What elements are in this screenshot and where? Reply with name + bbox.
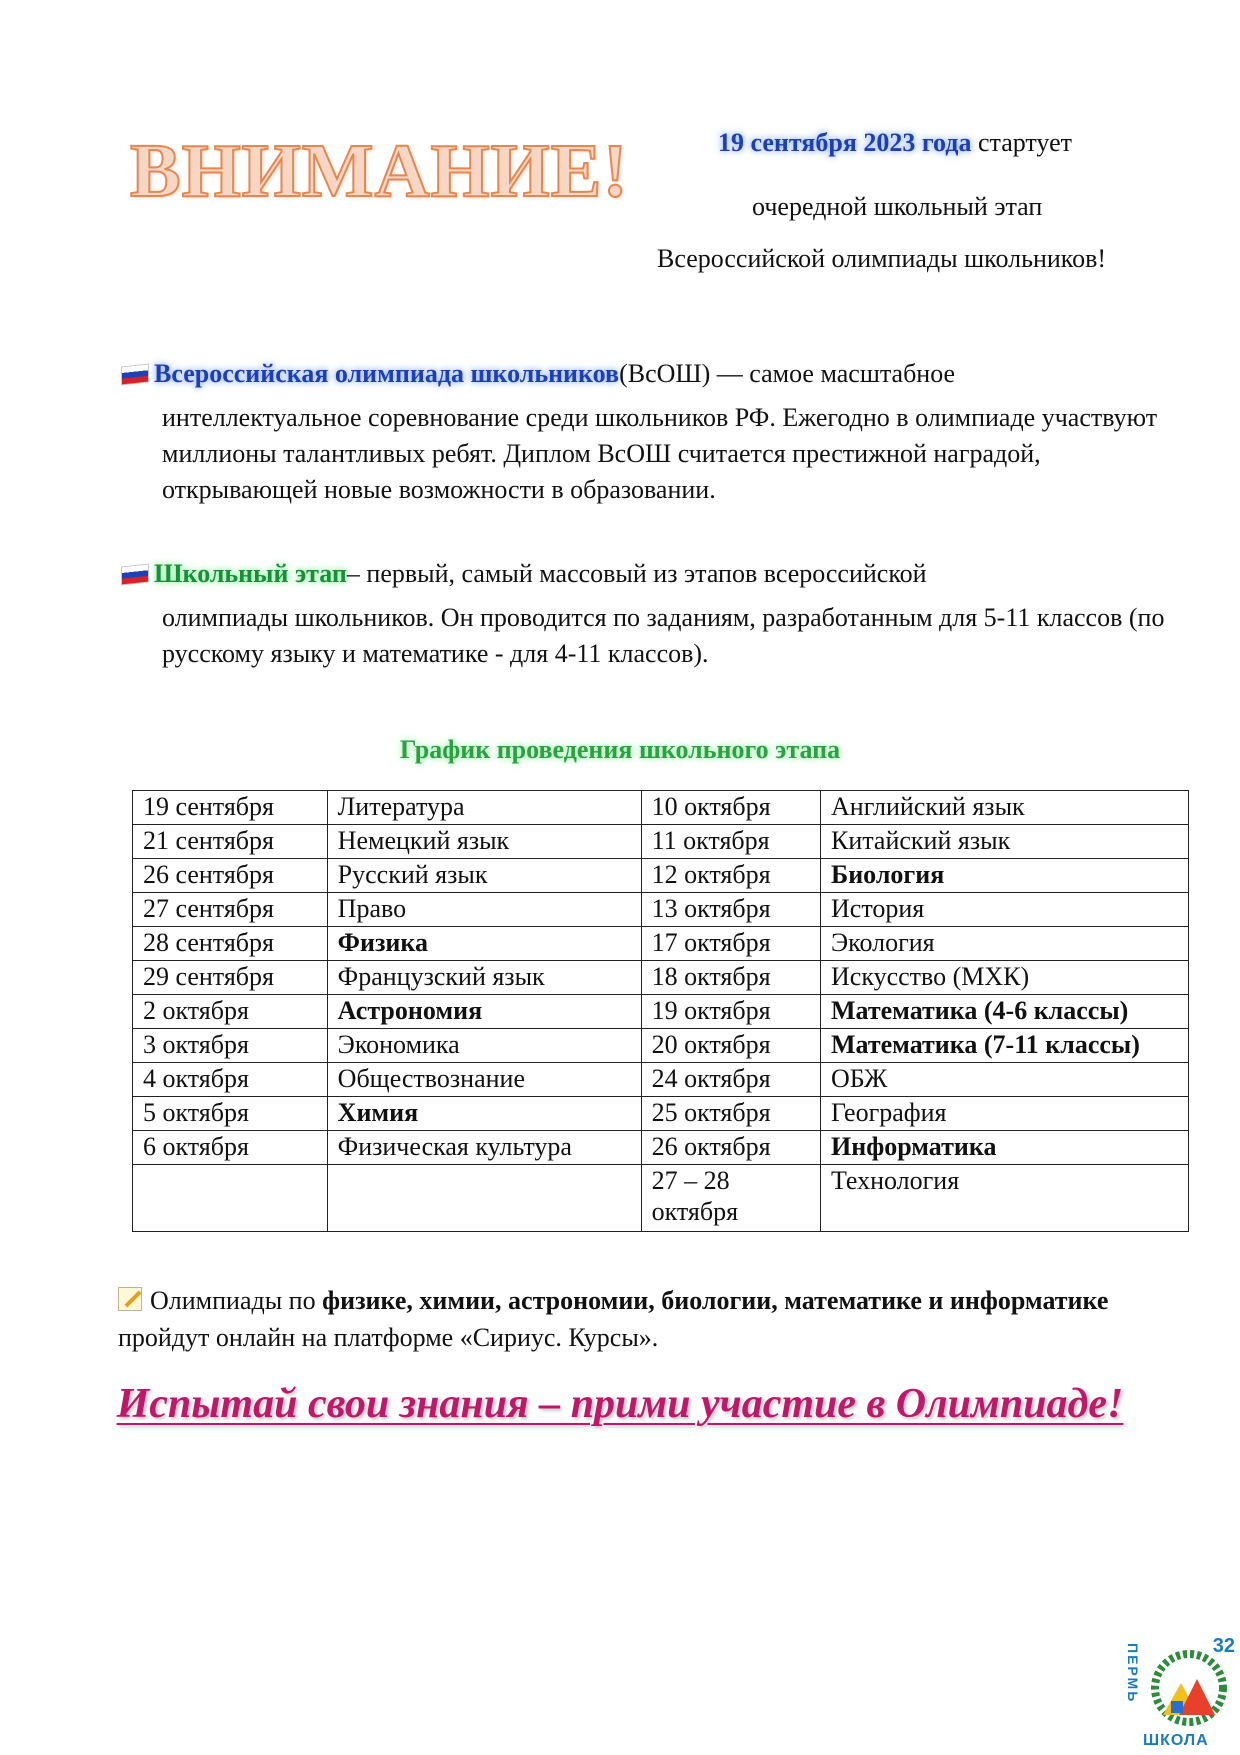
schedule-date: 27 сентября xyxy=(133,893,328,927)
school-stage-first-rest: – первый, самый массовый из этапов всероссийской xyxy=(346,559,927,588)
announcement-line-2: очередной школьный этап xyxy=(752,192,1043,221)
schedule-date: 29 сентября xyxy=(133,961,328,995)
schedule-subject: Математика (4-6 классы) xyxy=(821,995,1189,1029)
schedule-row xyxy=(133,791,1189,825)
schedule-subject: Экономика xyxy=(327,1029,641,1063)
schedule-date: 12 октября xyxy=(641,859,820,893)
school-stage-highlight: Школьный этап xyxy=(154,559,347,588)
vsosh-paragraph xyxy=(122,356,1172,508)
schedule-subject: Биология xyxy=(821,859,1189,893)
start-announcement xyxy=(718,128,1072,158)
schedule-row xyxy=(133,893,1189,927)
schedule-subject: Астрономия xyxy=(327,995,641,1029)
schedule-row xyxy=(133,1165,1189,1232)
vsosh-highlight: Всероссийская олимпиада школьников xyxy=(154,359,620,388)
schedule-subject: Технология xyxy=(821,1165,1189,1232)
schedule-subject: Физическая культура xyxy=(327,1131,641,1165)
schedule-date: 18 октября xyxy=(641,961,820,995)
schedule-date: 19 октября xyxy=(641,995,820,1029)
schedule-row xyxy=(133,1131,1189,1165)
schedule-subject: Литература xyxy=(327,791,641,825)
attention-heading: ВНИМАНИЕ! xyxy=(130,129,629,213)
school-logo xyxy=(1125,1635,1235,1750)
schedule-subject: Китайский язык xyxy=(821,825,1189,859)
start-rest: стартует xyxy=(971,128,1072,157)
school-stage-body: олимпиады школьников. Он проводится по заданиям, разработанным для 5-11 классов (по русскому языку и математике - для 4-11 классов). xyxy=(162,603,1165,668)
schedule-date: 27 – 28 октября xyxy=(641,1165,820,1232)
announcement-line-3: Всероссийской олимпиады школьников! xyxy=(657,244,1107,273)
schedule-date: 11 октября xyxy=(641,825,820,859)
note-bold-subjects: физике, химии, астрономии, биологии, математике и информатике xyxy=(322,1286,1109,1315)
vsosh-body: интеллектуальное соревнование среди школьников РФ. Ежегодно в олимпиаде участвуют миллионы талантливых ребят. Диплом ВсОШ считается престижной наградой, открывающей новые возможности в образовании. xyxy=(162,403,1158,504)
schedule-date: 20 октября xyxy=(641,1029,820,1063)
schedule-date: 6 октября xyxy=(133,1131,328,1165)
vsosh-first-rest: (ВсОШ) — самое масштабное xyxy=(619,359,956,388)
schedule-date xyxy=(133,1165,328,1232)
logo-number: 32 xyxy=(1212,1635,1235,1657)
schedule-subject: Математика (7-11 классы) xyxy=(821,1029,1189,1063)
note-part-2: пройдут онлайн на платформе «Сириус. Курсы». xyxy=(118,1323,659,1352)
schedule-row xyxy=(133,995,1189,1029)
schedule-table xyxy=(132,790,1189,1232)
schedule-subject: Информатика xyxy=(821,1131,1189,1165)
schedule-date: 17 октября xyxy=(641,927,820,961)
schedule-subject: История xyxy=(821,893,1189,927)
slogan: Испытай свои знания – прими участие в Олимпиаде! xyxy=(116,1381,1124,1427)
schedule-subject: Химия xyxy=(327,1097,641,1131)
schedule-subject: Французский язык xyxy=(327,961,641,995)
schedule-date: 26 сентября xyxy=(133,859,328,893)
logo-school-text: ШКОЛА xyxy=(1143,1732,1209,1749)
logo-city-text: ПЕРМЬ xyxy=(1125,1643,1141,1704)
schedule-date: 21 сентября xyxy=(133,825,328,859)
schedule-row xyxy=(133,1029,1189,1063)
schedule-date: 13 октября xyxy=(641,893,820,927)
memo-pencil-icon xyxy=(118,1287,142,1311)
schedule-row xyxy=(133,859,1189,893)
schedule-subject: Обществознание xyxy=(327,1063,641,1097)
russia-flag-icon xyxy=(122,364,148,384)
schedule-date: 5 октября xyxy=(133,1097,328,1131)
online-note xyxy=(118,1282,1128,1356)
schedule-date: 10 октября xyxy=(641,791,820,825)
schedule-subject: Английский язык xyxy=(821,791,1189,825)
schedule-subject: География xyxy=(821,1097,1189,1131)
schedule-date: 2 октября xyxy=(133,995,328,1029)
schedule-date: 26 октября xyxy=(641,1131,820,1165)
schedule-row xyxy=(133,961,1189,995)
schedule-date: 25 октября xyxy=(641,1097,820,1131)
schedule-subject: Русский язык xyxy=(327,859,641,893)
schedule-row xyxy=(133,1063,1189,1097)
schedule-date: 28 сентября xyxy=(133,927,328,961)
school-stage-paragraph xyxy=(122,556,1172,672)
schedule-date: 24 октября xyxy=(641,1063,820,1097)
schedule-date: 19 сентября xyxy=(133,791,328,825)
logo-emblem-icon xyxy=(1141,1643,1231,1733)
schedule-date: 3 октября xyxy=(133,1029,328,1063)
schedule-subject: Физика xyxy=(327,927,641,961)
schedule-row xyxy=(133,825,1189,859)
schedule-subject: Экология xyxy=(821,927,1189,961)
schedule-subject xyxy=(327,1165,641,1232)
schedule-subject: Право xyxy=(327,893,641,927)
russia-flag-icon xyxy=(122,564,148,584)
note-part-1: Олимпиады по xyxy=(150,1286,323,1315)
schedule-subject: Немецкий язык xyxy=(327,825,641,859)
schedule-subject: ОБЖ xyxy=(821,1063,1189,1097)
schedule-row xyxy=(133,1097,1189,1131)
start-date: 19 сентября 2023 года xyxy=(718,128,972,157)
schedule-row xyxy=(133,927,1189,961)
schedule-date: 4 октября xyxy=(133,1063,328,1097)
schedule-title: График проведения школьного этапа xyxy=(399,735,841,764)
schedule-subject: Искусство (МХК) xyxy=(821,961,1189,995)
